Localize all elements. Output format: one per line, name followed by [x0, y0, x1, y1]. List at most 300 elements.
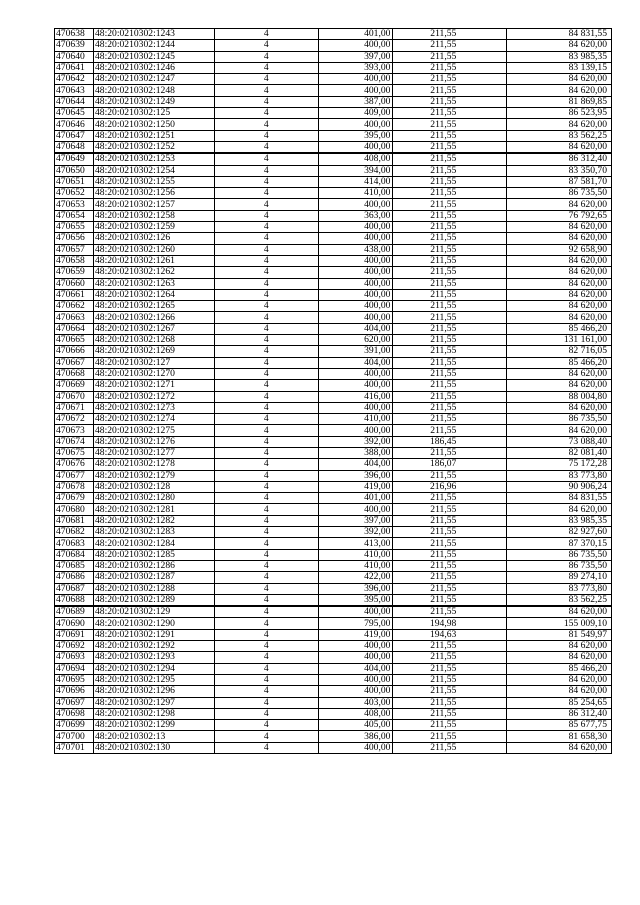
row-number-cell: 470648 [55, 141, 94, 153]
area-cell: 400,00 [318, 686, 393, 697]
row-number-cell: 470674 [55, 436, 94, 447]
cadastral-number-cell: 48:20:0210302:1260 [93, 244, 214, 255]
row-number-cell: 470691 [55, 629, 94, 640]
rate-cell: 211,55 [393, 731, 507, 742]
category-cell: 4 [215, 527, 319, 538]
value-cell: 84 620,00 [507, 425, 612, 436]
cadastral-number-cell: 48:20:0210302:1268 [93, 335, 214, 346]
row-number-cell: 470667 [55, 357, 94, 368]
row-number-cell: 470665 [55, 335, 94, 346]
row-number-cell: 470679 [55, 493, 94, 504]
row-number-cell: 470696 [55, 686, 94, 697]
area-cell: 419,00 [318, 629, 393, 640]
value-cell: 86 312,40 [507, 153, 612, 165]
row-number-cell: 470700 [55, 731, 94, 742]
category-cell: 4 [215, 368, 319, 379]
rate-cell: 216,96 [393, 481, 507, 492]
area-cell: 391,00 [318, 346, 393, 357]
table-row [55, 40, 612, 51]
rate-cell: 211,55 [393, 504, 507, 515]
cadastral-number-cell: 48:20:0210302:1295 [93, 674, 214, 685]
category-cell: 4 [215, 720, 319, 731]
area-cell: 388,00 [318, 447, 393, 458]
rate-cell: 211,55 [393, 697, 507, 708]
area-cell: 400,00 [318, 425, 393, 436]
row-number-cell: 470659 [55, 267, 94, 278]
area-cell: 410,00 [318, 560, 393, 571]
value-cell: 86 523,95 [507, 108, 612, 119]
table-row [55, 686, 612, 697]
cadastral-number-cell: 48:20:0210302:1257 [93, 199, 214, 210]
rate-cell: 211,55 [393, 188, 507, 199]
rate-cell: 211,55 [393, 380, 507, 391]
row-number-cell: 470640 [55, 51, 94, 62]
table-row [55, 130, 612, 141]
rate-cell: 211,55 [393, 323, 507, 334]
row-number-cell: 470693 [55, 652, 94, 663]
value-cell: 84 620,00 [507, 85, 612, 96]
rate-cell: 211,55 [393, 108, 507, 119]
area-cell: 400,00 [318, 278, 393, 289]
cadastral-number-cell: 48:20:0210302:1283 [93, 527, 214, 538]
rate-cell: 211,55 [393, 233, 507, 244]
cadastral-number-cell: 48:20:0210302:1251 [93, 130, 214, 141]
table-row [55, 618, 612, 629]
cadastral-number-cell: 48:20:0210302:1270 [93, 368, 214, 379]
area-cell: 397,00 [318, 515, 393, 526]
row-number-cell: 470656 [55, 233, 94, 244]
table-row [55, 447, 612, 458]
value-cell: 84 620,00 [507, 233, 612, 244]
category-cell: 4 [215, 436, 319, 447]
cadastral-number-cell: 48:20:0210302:1278 [93, 459, 214, 470]
value-cell: 84 620,00 [507, 652, 612, 663]
table-row [55, 255, 612, 266]
value-cell: 83 773,80 [507, 583, 612, 594]
category-cell: 4 [215, 153, 319, 165]
cadastral-number-cell: 48:20:0210302:1261 [93, 255, 214, 266]
table-row [55, 312, 612, 323]
cadastral-number-cell: 48:20:0210302:1255 [93, 176, 214, 187]
cadastral-number-cell: 48:20:0210302:1293 [93, 652, 214, 663]
table-row [55, 549, 612, 560]
area-cell: 410,00 [318, 414, 393, 425]
cadastral-number-cell: 48:20:0210302:1274 [93, 414, 214, 425]
rate-cell: 211,55 [393, 663, 507, 674]
rate-cell: 211,55 [393, 572, 507, 583]
value-cell: 84 620,00 [507, 119, 612, 130]
value-cell: 75 172,28 [507, 459, 612, 470]
category-cell: 4 [215, 447, 319, 458]
value-cell: 84 620,00 [507, 368, 612, 379]
category-cell: 4 [215, 697, 319, 708]
value-cell: 84 620,00 [507, 289, 612, 300]
category-cell: 4 [215, 119, 319, 130]
value-cell: 84 620,00 [507, 742, 612, 753]
value-cell: 84 620,00 [507, 278, 612, 289]
value-cell: 84 620,00 [507, 74, 612, 85]
cadastral-number-cell: 48:20:0210302:1282 [93, 515, 214, 526]
value-cell: 82 927,60 [507, 527, 612, 538]
table-row [55, 641, 612, 652]
cadastral-number-cell: 48:20:0210302:129 [93, 606, 214, 618]
area-cell: 400,00 [318, 674, 393, 685]
table-row [55, 606, 612, 618]
value-cell: 83 985,35 [507, 51, 612, 62]
table-row [55, 459, 612, 470]
rate-cell: 211,55 [393, 346, 507, 357]
value-cell: 89 274,10 [507, 572, 612, 583]
value-cell: 84 620,00 [507, 141, 612, 153]
cadastral-number-cell: 48:20:0210302:1272 [93, 391, 214, 402]
category-cell: 4 [215, 538, 319, 549]
category-cell: 4 [215, 233, 319, 244]
area-cell: 410,00 [318, 549, 393, 560]
rate-cell: 211,55 [393, 708, 507, 719]
row-number-cell: 470689 [55, 606, 94, 618]
row-number-cell: 470673 [55, 425, 94, 436]
rate-cell: 186,07 [393, 459, 507, 470]
value-cell: 86 735,50 [507, 549, 612, 560]
row-number-cell: 470645 [55, 108, 94, 119]
row-number-cell: 470684 [55, 549, 94, 560]
category-cell: 4 [215, 210, 319, 221]
cadastral-number-cell: 48:20:0210302:1280 [93, 493, 214, 504]
category-cell: 4 [215, 62, 319, 73]
cadastral-number-cell: 48:20:0210302:128 [93, 481, 214, 492]
table-row [55, 357, 612, 368]
cadastral-number-cell: 48:20:0210302:1264 [93, 289, 214, 300]
rate-cell: 211,55 [393, 74, 507, 85]
category-cell: 4 [215, 244, 319, 255]
value-cell: 84 620,00 [507, 312, 612, 323]
rate-cell: 194,98 [393, 618, 507, 629]
area-cell: 400,00 [318, 606, 393, 618]
area-cell: 414,00 [318, 176, 393, 187]
row-number-cell: 470672 [55, 414, 94, 425]
cadastral-number-cell: 48:20:0210302:1288 [93, 583, 214, 594]
area-cell: 400,00 [318, 119, 393, 130]
category-cell: 4 [215, 618, 319, 629]
rate-cell: 211,55 [393, 368, 507, 379]
area-cell: 395,00 [318, 594, 393, 606]
category-cell: 4 [215, 572, 319, 583]
value-cell: 88 004,80 [507, 391, 612, 402]
rate-cell: 211,55 [393, 222, 507, 233]
rate-cell: 211,55 [393, 176, 507, 187]
rate-cell: 211,55 [393, 515, 507, 526]
row-number-cell: 470676 [55, 459, 94, 470]
category-cell: 4 [215, 414, 319, 425]
row-number-cell: 470669 [55, 380, 94, 391]
table-row [55, 96, 612, 107]
area-cell: 394,00 [318, 165, 393, 176]
table-row [55, 29, 612, 40]
table-row [55, 210, 612, 221]
value-cell: 84 620,00 [507, 40, 612, 51]
category-cell: 4 [215, 459, 319, 470]
value-cell: 86 735,50 [507, 560, 612, 571]
table-row [55, 652, 612, 663]
value-cell: 85 677,75 [507, 720, 612, 731]
row-number-cell: 470686 [55, 572, 94, 583]
row-number-cell: 470688 [55, 594, 94, 606]
cadastral-number-cell: 48:20:0210302:1294 [93, 663, 214, 674]
area-cell: 405,00 [318, 720, 393, 731]
area-cell: 408,00 [318, 153, 393, 165]
cadastral-number-cell: 48:20:0210302:1287 [93, 572, 214, 583]
table-row [55, 108, 612, 119]
value-cell: 86 312,40 [507, 708, 612, 719]
row-number-cell: 470641 [55, 62, 94, 73]
rate-cell: 211,55 [393, 641, 507, 652]
category-cell: 4 [215, 674, 319, 685]
cadastral-number-cell: 48:20:0210302:1297 [93, 697, 214, 708]
table-row [55, 481, 612, 492]
category-cell: 4 [215, 312, 319, 323]
rate-cell: 211,55 [393, 96, 507, 107]
table-row [55, 425, 612, 436]
rate-cell: 211,55 [393, 289, 507, 300]
area-cell: 386,00 [318, 731, 393, 742]
rate-cell: 211,55 [393, 255, 507, 266]
rate-cell: 211,55 [393, 165, 507, 176]
row-number-cell: 470662 [55, 301, 94, 312]
rate-cell: 211,55 [393, 414, 507, 425]
rate-cell: 211,55 [393, 447, 507, 458]
row-number-cell: 470654 [55, 210, 94, 221]
category-cell: 4 [215, 176, 319, 187]
area-cell: 400,00 [318, 74, 393, 85]
cadastral-number-cell: 48:20:0210302:1254 [93, 165, 214, 176]
cadastral-number-cell: 48:20:0210302:1289 [93, 594, 214, 606]
row-number-cell: 470687 [55, 583, 94, 594]
area-cell: 795,00 [318, 618, 393, 629]
category-cell: 4 [215, 96, 319, 107]
rate-cell: 211,55 [393, 742, 507, 753]
rate-cell: 211,55 [393, 425, 507, 436]
cadastral-number-cell: 48:20:0210302:1291 [93, 629, 214, 640]
category-cell: 4 [215, 641, 319, 652]
value-cell: 83 773,80 [507, 470, 612, 481]
row-number-cell: 470658 [55, 255, 94, 266]
table-row [55, 674, 612, 685]
cadastral-number-cell: 48:20:0210302:1256 [93, 188, 214, 199]
area-cell: 400,00 [318, 85, 393, 96]
table-row [55, 85, 612, 96]
value-cell: 84 831,55 [507, 29, 612, 40]
area-cell: 396,00 [318, 470, 393, 481]
row-number-cell: 470647 [55, 130, 94, 141]
row-number-cell: 470683 [55, 538, 94, 549]
cadastral-number-cell: 48:20:0210302:1243 [93, 29, 214, 40]
table-row [55, 323, 612, 334]
category-cell: 4 [215, 402, 319, 413]
value-cell: 81 869,85 [507, 96, 612, 107]
row-number-cell: 470671 [55, 402, 94, 413]
rate-cell: 211,55 [393, 153, 507, 165]
table-row [55, 560, 612, 571]
cadastral-number-cell: 48:20:0210302:1259 [93, 222, 214, 233]
rate-cell: 211,55 [393, 29, 507, 40]
category-cell: 4 [215, 267, 319, 278]
rate-cell: 211,55 [393, 51, 507, 62]
rate-cell: 211,55 [393, 199, 507, 210]
area-cell: 400,00 [318, 233, 393, 244]
table-row [55, 233, 612, 244]
area-cell: 400,00 [318, 199, 393, 210]
table-row [55, 436, 612, 447]
rate-cell: 211,55 [393, 493, 507, 504]
rate-cell: 211,55 [393, 594, 507, 606]
value-cell: 84 620,00 [507, 222, 612, 233]
cadastral-number-cell: 48:20:0210302:1265 [93, 301, 214, 312]
category-cell: 4 [215, 629, 319, 640]
rate-cell: 211,55 [393, 402, 507, 413]
value-cell: 84 620,00 [507, 402, 612, 413]
cadastral-number-cell: 48:20:0210302:1250 [93, 119, 214, 130]
rate-cell: 211,55 [393, 278, 507, 289]
table-row [55, 301, 612, 312]
area-cell: 410,00 [318, 188, 393, 199]
row-number-cell: 470682 [55, 527, 94, 538]
rate-cell: 211,55 [393, 267, 507, 278]
table-row [55, 470, 612, 481]
category-cell: 4 [215, 335, 319, 346]
table-row [55, 346, 612, 357]
value-cell: 83 562,25 [507, 594, 612, 606]
value-cell: 82 716,05 [507, 346, 612, 357]
cadastral-number-cell: 48:20:0210302:1263 [93, 278, 214, 289]
rate-cell: 211,55 [393, 335, 507, 346]
rate-cell: 211,55 [393, 674, 507, 685]
area-cell: 397,00 [318, 51, 393, 62]
table-row [55, 731, 612, 742]
row-number-cell: 470695 [55, 674, 94, 685]
area-cell: 620,00 [318, 335, 393, 346]
value-cell: 83 139,15 [507, 62, 612, 73]
category-cell: 4 [215, 504, 319, 515]
parcel-table [54, 28, 612, 754]
table-row [55, 594, 612, 606]
area-cell: 404,00 [318, 663, 393, 674]
table-row [55, 493, 612, 504]
area-cell: 422,00 [318, 572, 393, 583]
table-row [55, 267, 612, 278]
cadastral-number-cell: 48:20:0210302:125 [93, 108, 214, 119]
table-row [55, 708, 612, 719]
cadastral-number-cell: 48:20:0210302:1271 [93, 380, 214, 391]
cadastral-number-cell: 48:20:0210302:127 [93, 357, 214, 368]
row-number-cell: 470638 [55, 29, 94, 40]
rate-cell: 211,55 [393, 141, 507, 153]
row-number-cell: 470646 [55, 119, 94, 130]
row-number-cell: 470660 [55, 278, 94, 289]
area-cell: 409,00 [318, 108, 393, 119]
category-cell: 4 [215, 663, 319, 674]
rate-cell: 211,55 [393, 301, 507, 312]
value-cell: 87 370,15 [507, 538, 612, 549]
table-row [55, 289, 612, 300]
row-number-cell: 470664 [55, 323, 94, 334]
area-cell: 438,00 [318, 244, 393, 255]
table-row [55, 742, 612, 753]
value-cell: 84 620,00 [507, 301, 612, 312]
table-row [55, 538, 612, 549]
value-cell: 87 581,70 [507, 176, 612, 187]
category-cell: 4 [215, 222, 319, 233]
category-cell: 4 [215, 583, 319, 594]
category-cell: 4 [215, 40, 319, 51]
row-number-cell: 470666 [55, 346, 94, 357]
value-cell: 92 658,90 [507, 244, 612, 255]
area-cell: 400,00 [318, 402, 393, 413]
area-cell: 401,00 [318, 493, 393, 504]
rate-cell: 211,55 [393, 560, 507, 571]
value-cell: 84 620,00 [507, 606, 612, 618]
rate-cell: 186,45 [393, 436, 507, 447]
area-cell: 393,00 [318, 62, 393, 73]
area-cell: 400,00 [318, 380, 393, 391]
value-cell: 85 466,20 [507, 323, 612, 334]
cadastral-number-cell: 48:20:0210302:1258 [93, 210, 214, 221]
area-cell: 400,00 [318, 368, 393, 379]
cadastral-number-cell: 48:20:0210302:13 [93, 731, 214, 742]
value-cell: 83 985,35 [507, 515, 612, 526]
row-number-cell: 470694 [55, 663, 94, 674]
table-row [55, 414, 612, 425]
area-cell: 400,00 [318, 222, 393, 233]
cadastral-number-cell: 48:20:0210302:1267 [93, 323, 214, 334]
rate-cell: 211,55 [393, 720, 507, 731]
category-cell: 4 [215, 391, 319, 402]
cadastral-number-cell: 48:20:0210302:1275 [93, 425, 214, 436]
row-number-cell: 470651 [55, 176, 94, 187]
rate-cell: 211,55 [393, 357, 507, 368]
row-number-cell: 470699 [55, 720, 94, 731]
row-number-cell: 470655 [55, 222, 94, 233]
value-cell: 84 620,00 [507, 199, 612, 210]
area-cell: 392,00 [318, 527, 393, 538]
area-cell: 392,00 [318, 436, 393, 447]
table-row [55, 119, 612, 130]
category-cell: 4 [215, 493, 319, 504]
rate-cell: 211,55 [393, 470, 507, 481]
category-cell: 4 [215, 74, 319, 85]
category-cell: 4 [215, 686, 319, 697]
value-cell: 84 620,00 [507, 686, 612, 697]
category-cell: 4 [215, 515, 319, 526]
category-cell: 4 [215, 425, 319, 436]
category-cell: 4 [215, 51, 319, 62]
table-row [55, 222, 612, 233]
category-cell: 4 [215, 481, 319, 492]
value-cell: 73 088,40 [507, 436, 612, 447]
value-cell: 131 161,00 [507, 335, 612, 346]
cadastral-number-cell: 48:20:0210302:1284 [93, 538, 214, 549]
row-number-cell: 470701 [55, 742, 94, 753]
table-row [55, 583, 612, 594]
category-cell: 4 [215, 594, 319, 606]
row-number-cell: 470680 [55, 504, 94, 515]
category-cell: 4 [215, 29, 319, 40]
table-row [55, 335, 612, 346]
category-cell: 4 [215, 278, 319, 289]
row-number-cell: 470677 [55, 470, 94, 481]
category-cell: 4 [215, 549, 319, 560]
table-row [55, 74, 612, 85]
area-cell: 400,00 [318, 742, 393, 753]
